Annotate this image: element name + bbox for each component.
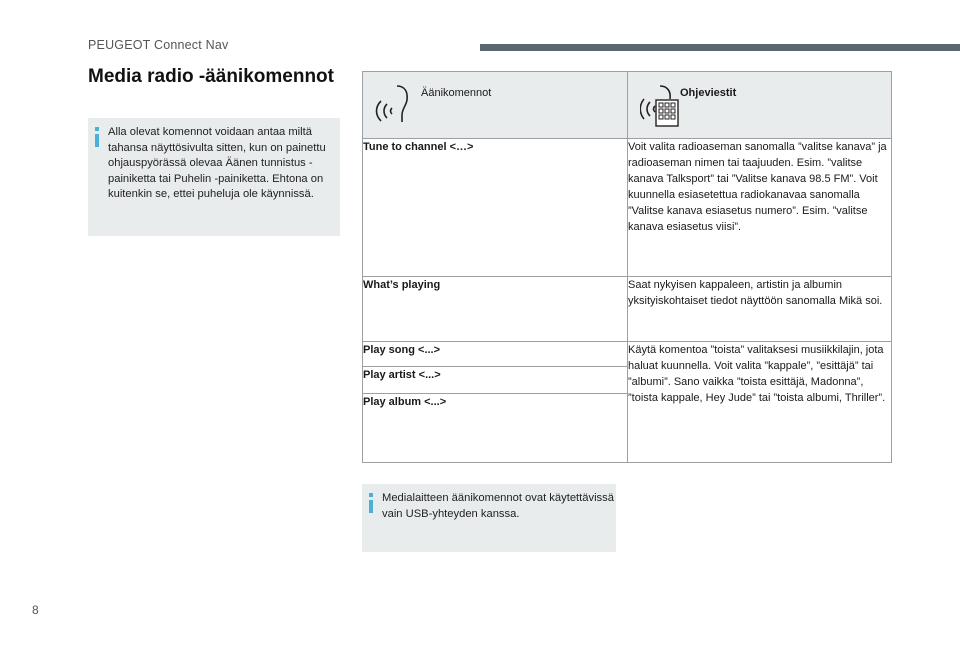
help-cell: Voit valita radioaseman sanomalla ”valitse kanava” ja radioaseman nimen tai taajuuden. Esim. ”valitse kanava Talksport” tai ”Valitse kanava 98.5 FM”. Voit kuunnella esiasetettua radiokanavaa sanomalla ”Valitse kanava esiasetus numero”. Esim. ”valitse kanava esiasetus viisi”. bbox=[628, 139, 892, 277]
col-header-commands bbox=[363, 72, 628, 139]
col-header-help bbox=[628, 72, 892, 139]
col-header-help-label: Ohjeviestit bbox=[680, 87, 737, 99]
command-cell: Play album <...> bbox=[363, 394, 628, 463]
info-note-bottom bbox=[362, 484, 616, 552]
header-bar bbox=[480, 44, 960, 51]
command-cell: Play song <...> bbox=[363, 342, 628, 367]
help-cell: Käytä komentoa ”toista” valitaksesi musiikkilajin, jota haluat kuunnella. Voit valita ”kappale”, ”esittäjä” tai ”albumi”. Sano vaikka ”toista esittäjä, Madonna”, ”toista kappale, Hey Jude” tai ”toista albumi, Thriller”. bbox=[628, 342, 892, 463]
info-note-top bbox=[88, 118, 340, 236]
col-header-commands-label: Äänikomennot bbox=[421, 87, 492, 99]
header-brand: PEUGEOT Connect Nav bbox=[88, 38, 229, 52]
help-message-icon bbox=[640, 82, 680, 128]
table-row bbox=[363, 139, 892, 277]
page-number: 8 bbox=[32, 603, 39, 617]
page-title: Media radio -äänikomennot bbox=[88, 66, 334, 87]
command-cell: What’s playing bbox=[363, 277, 628, 342]
info-note-top-text: Alla olevat komennot voidaan antaa miltä tahansa näyttösivulta sitten, kun on painettu ohjauspyörässä olevaa Äänen tunnistus -painiketta tai Puhelin -painiketta. Ehtona on kuitenkin se, ettei puheluja ole käynnissä. bbox=[108, 126, 326, 200]
voice-command-icon bbox=[375, 82, 415, 126]
table-header-row bbox=[363, 72, 892, 139]
info-note-bottom-text: Medialaitteen äänikomennot ovat käytettävissä vain USB-yhteyden kanssa. bbox=[382, 492, 614, 520]
command-cell: Tune to channel <…> bbox=[363, 139, 628, 277]
command-cell: Play artist <...> bbox=[363, 367, 628, 394]
table-row bbox=[363, 342, 892, 367]
table-row bbox=[363, 277, 892, 342]
help-cell: Saat nykyisen kappaleen, artistin ja albumin yksityiskohtaiset tiedot näyttöön sanomalla Mikä soi. bbox=[628, 277, 892, 342]
voice-commands-table bbox=[362, 71, 892, 463]
